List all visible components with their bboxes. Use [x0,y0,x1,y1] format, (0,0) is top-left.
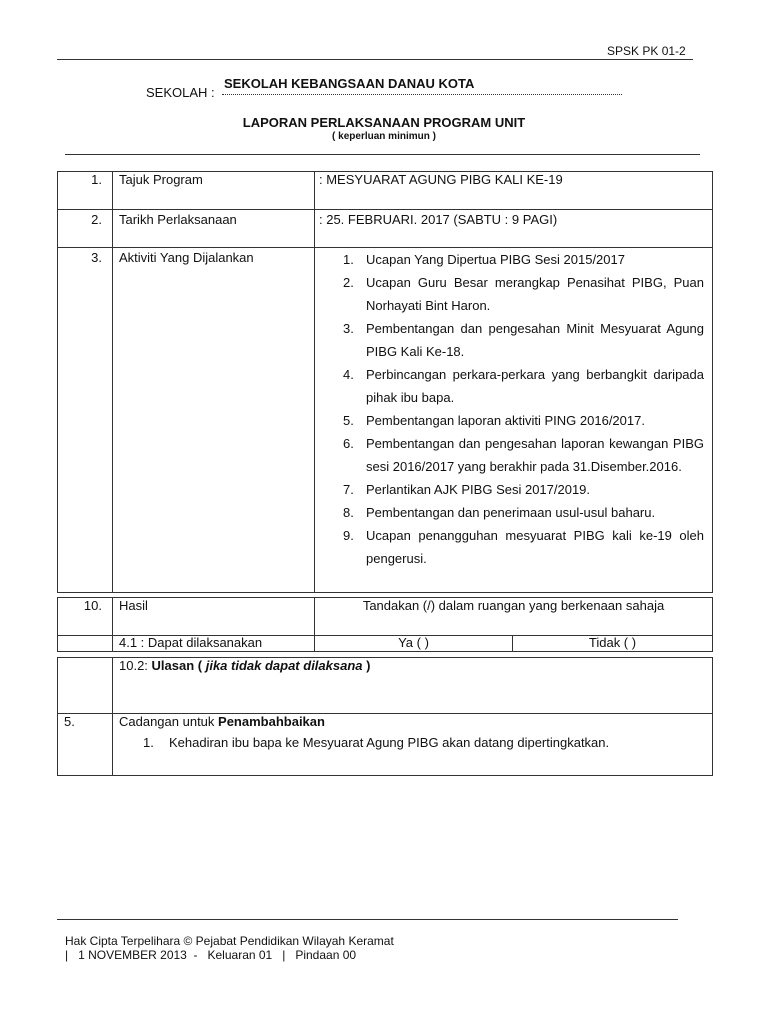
hasil-instruction: Tandakan (/) dalam ruangan yang berkenaan sahaja [315,598,713,636]
tidak-checkbox-cell[interactable]: Tidak ( ) [513,636,713,652]
cadangan-cell [113,714,713,776]
cadangan-label: Cadangan untuk Penambahbaikan [119,714,325,729]
row-label: Hasil [113,598,315,636]
title-rule [65,154,700,155]
activity-list [315,248,712,570]
row-value: : MESYUARAT AGUNG PIBG KALI KE-19 [315,172,713,210]
ya-checkbox-cell[interactable]: Ya ( ) [315,636,513,652]
report-title: LAPORAN PERLAKSANAAN PROGRAM UNIT [242,115,526,130]
report-table-ulasan [57,657,713,776]
row-aktiviti [58,248,713,593]
empty-cell [58,636,113,652]
report-subtitle: ( keperluan minimun ) [332,131,436,142]
row-label: Tajuk Program [113,172,315,210]
school-label: SEKOLAH : [146,85,215,100]
list-item: 3. Pembentangan dan pengesahan Minit Mesyuarat Agung PIBG Kali Ke-18. [343,321,704,359]
school-name: SEKOLAH KEBANGSAAN DANAU KOTA [224,76,475,91]
row-label: Tarikh Perlaksanaan [113,210,315,248]
row-dapat-dilaksanakan [58,636,713,652]
header-rule [57,59,693,60]
row-label: Aktiviti Yang Dijalankan [113,248,315,593]
list-item: 5. Pembentangan laporan aktiviti PING 2016/2017. [343,413,645,428]
document-code: SPSK PK 01-2 [607,44,686,58]
row-number: 3. [58,248,113,593]
empty-cell [58,658,113,714]
row-cadangan [58,714,713,776]
list-item: 2. Ucapan Guru Besar merangkap Penasihat PIBG, Puan Norhayati Bint Haron. [343,275,704,313]
list-item: 1. Kehadiran ibu bapa ke Mesyuarat Agung PIBG akan datang dipertingkatkan. [143,735,610,750]
list-item: 7. Perlantikan AJK PIBG Sesi 2017/2019. [343,482,591,497]
list-item: 1. Ucapan Yang Dipertua PIBG Sesi 2015/2017 [343,252,625,267]
row-ulasan [58,658,713,714]
activity-list-cell [315,248,713,593]
issue-line: | 1 NOVEMBER 2013 - Keluaran 01 | Pindaan 00 [65,948,357,962]
row-tarikh [58,210,713,248]
list-item: 6. Pembentangan dan pengesahan laporan kewangan PIBG sesi 2016/2017 yang berakhir pada 31.Disember.2016. [343,436,704,474]
row-value: : 25. FEBRUARI. 2017 (SABTU : 9 PAGI) [315,210,713,248]
list-item: 9. Ucapan penangguhan mesyuarat PIBG kali ke-19 oleh pengerusi. [343,528,704,566]
row-number: 5. [58,714,113,776]
copyright-line: Hak Cipta Terpelihara © Pejabat Pendidikan Wilayah Keramat [65,934,394,948]
report-table-hasil [57,597,713,652]
row-number: 1. [58,172,113,210]
row-sublabel: 4.1 : Dapat dilaksanakan [113,636,315,652]
footer-rule [57,919,678,920]
ulasan-label: 10.2: Ulasan ( jika tidak dapat dilaksana ) [113,658,713,714]
row-number: 2. [58,210,113,248]
list-item: 4. Perbincangan perkara-perkara yang berbangkit daripada pihak ibu bapa. [343,367,704,405]
row-number: 10. [58,598,113,636]
school-dotted-line [222,88,622,95]
list-item: 8. Pembentangan dan penerimaan usul-usul baharu. [343,505,656,520]
row-tajuk-program [58,172,713,210]
row-hasil [58,598,713,636]
report-table-main [57,171,713,593]
